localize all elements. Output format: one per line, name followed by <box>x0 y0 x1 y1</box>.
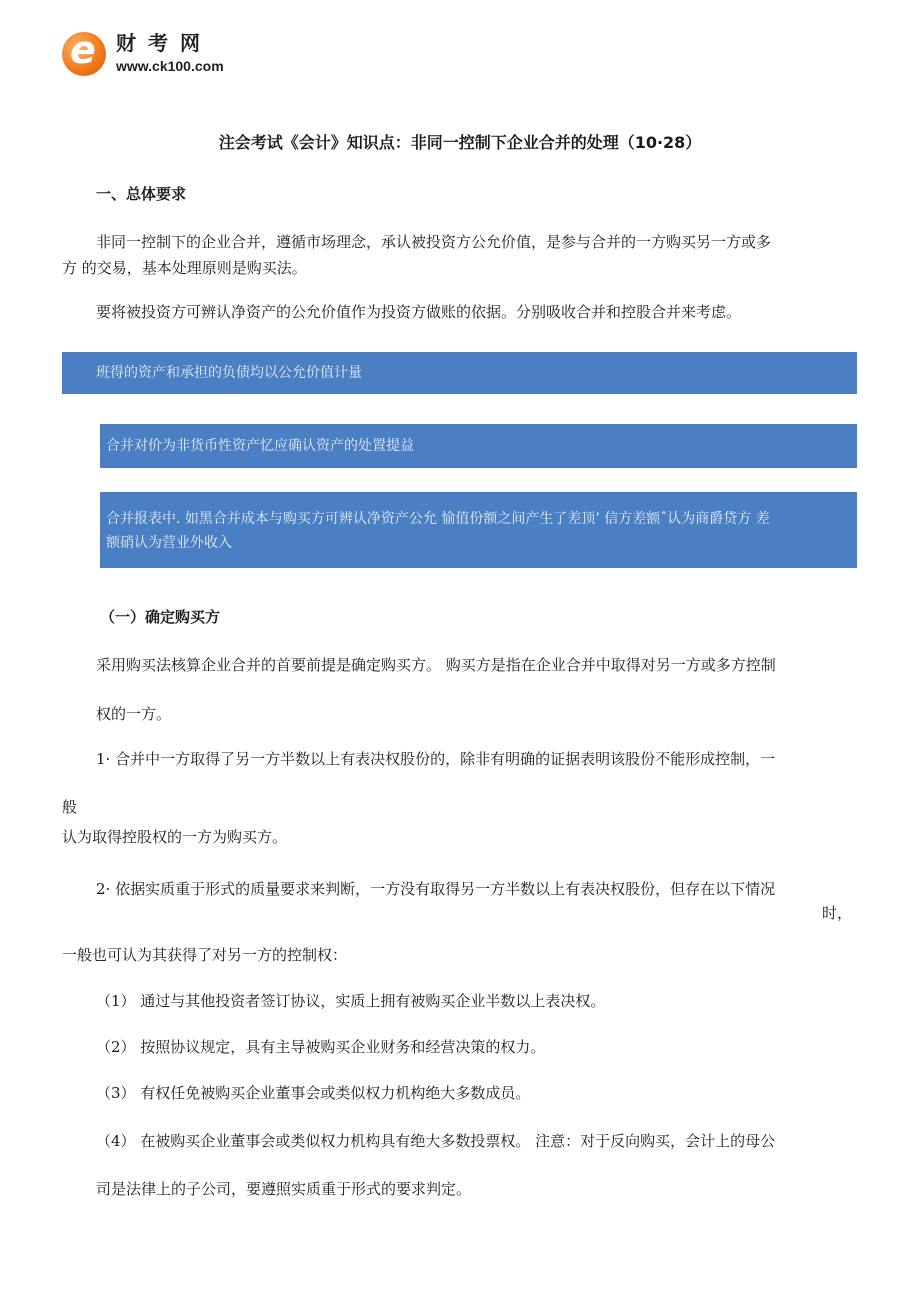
highlight-box-text: 合并报表中. 如黑合并成本与购买方可辨认净资产公允 愉值份额之间产生了差顶’ 信方差额ˆ认为商爵贷方 差 <box>106 511 770 527</box>
highlight-box-2 <box>100 424 857 468</box>
list-item: （1） 通过与其他投资者签订协议，实质上拥有被购买企业半数以上表决权。 <box>96 992 606 1010</box>
highlight-box-1 <box>62 352 857 394</box>
highlight-box-text: 班得的资产和承担的负债均以公允价值计量 <box>96 365 362 381</box>
paragraph-line: 时， <box>821 904 852 922</box>
highlight-box-text: 合并对价为非货币性资产忆应确认资产的处置提益 <box>106 438 414 454</box>
logo-letter: e <box>70 28 96 72</box>
paragraph-line: 1· 合并中一方取得了另一方半数以上有表决权股份的，除非有明确的证据表明该股份不能形成控制，一 <box>96 750 776 768</box>
logo-url: www.ck100.com <box>116 58 224 74</box>
paragraph-line: 认为取得控股权的一方为购买方。 <box>62 828 288 846</box>
list-item: （4） 在被购买企业董事会或类似权力机构具有绝大多数投票权。 注意：对于反向购买，会计上的母公 <box>96 1132 776 1150</box>
page-title: 注会考试《会计》知识点：非同一控制下企业合并的处理（10·28） <box>218 133 702 152</box>
section-heading-overall: 一、总体要求 <box>96 185 187 203</box>
list-item: （2） 按照协议规定，具有主导被购买企业财务和经营决策的权力。 <box>96 1038 546 1056</box>
site-logo <box>62 28 262 84</box>
highlight-box-text: 额硝认为营业外收入 <box>106 535 232 551</box>
paragraph-line: 方 的交易，基本处理原则是购买法。 <box>62 259 307 277</box>
logo-name: 财考网 <box>116 31 212 55</box>
paragraph-line: 2· 依据实质重于形式的质量要求来判断，一方没有取得另一方半数以上有表决权股份，但存在以下情况 <box>96 880 776 898</box>
highlight-box-3 <box>100 492 857 568</box>
paragraph-line: 要将被投资方可辨认净资产的公允价值作为投资方做账的依据。分别吸收合并和控股合并来考虑。 <box>96 303 742 321</box>
paragraph-line: 非同一控制下的企业合并，遵循市场理念，承认被投资方公允价值，是参与合并的一方购买另一方或多 <box>96 233 772 251</box>
paragraph-line: 般 <box>62 798 78 816</box>
list-item: （3） 有权任免被购买企业董事会或类似权力机构绝大多数成员。 <box>96 1084 531 1102</box>
section-heading-buyer: （一）确定购买方 <box>100 608 221 626</box>
paragraph-line: 一般也可认为其获得了对另一方的控制权： <box>62 946 348 964</box>
list-item: 司是法律上的子公司，要遵照实质重于形式的要求判定。 <box>96 1180 472 1198</box>
paragraph-line: 采用购买法核算企业合并的首要前提是确定购买方。 购买方是指在企业合并中取得对另一方或多方控制 <box>96 656 776 674</box>
paragraph-line: 权的一方。 <box>96 705 172 723</box>
